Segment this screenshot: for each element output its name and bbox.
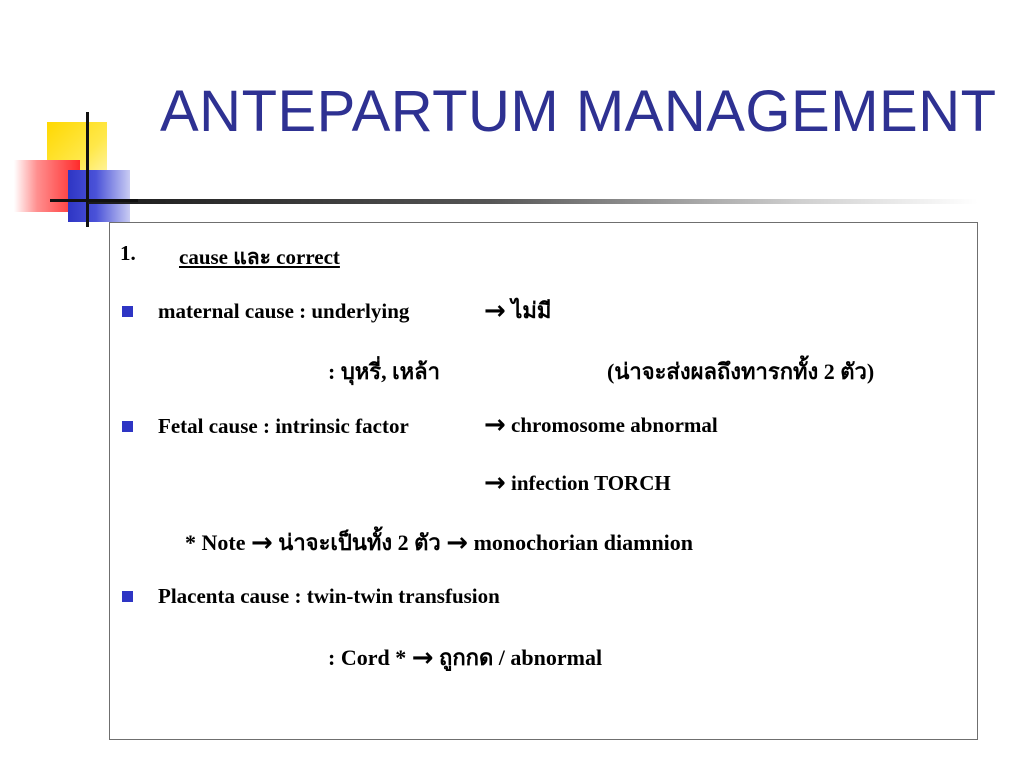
fetal-arrow-line bbox=[484, 410, 718, 440]
maternal-sub-right: (น่าจะส่งผลถึงทารกทั้ง 2 ตัว) bbox=[607, 359, 875, 384]
arrow-right-icon: → bbox=[446, 528, 469, 558]
cord-line bbox=[328, 640, 602, 675]
arrow-right-icon: → bbox=[250, 528, 273, 558]
logo-vertical-line bbox=[86, 112, 89, 227]
bullet-marker-square bbox=[122, 306, 133, 317]
fetal-sub-line bbox=[484, 468, 671, 498]
logo-horizontal-line bbox=[50, 199, 138, 202]
note-line bbox=[185, 525, 693, 560]
arrow-right-icon: → bbox=[411, 643, 434, 673]
arrow-right-icon: → bbox=[484, 296, 506, 326]
fetal-sub-result: infection TORCH bbox=[511, 471, 671, 495]
logo-blue-square bbox=[68, 170, 130, 222]
fetal-result: chromosome abnormal bbox=[511, 413, 718, 437]
bullet-marker-square bbox=[122, 591, 133, 602]
arrow-right-icon: → bbox=[484, 468, 506, 498]
note-prefix: * Note bbox=[185, 530, 246, 555]
bullet-placenta-text: Placenta cause : twin-twin transfusion bbox=[158, 584, 500, 608]
bullet-maternal-text: maternal cause : underlying bbox=[158, 299, 410, 323]
note-end: monochorian diamnion bbox=[473, 530, 694, 555]
bullet-fetal-text: Fetal cause : intrinsic factor bbox=[158, 414, 409, 438]
maternal-sub-left: : บุหรี่, เหล้า bbox=[328, 359, 440, 384]
note-middle: น่าจะเป็นทั้ง 2 ตัว bbox=[278, 530, 441, 555]
bullet-placenta-cause bbox=[158, 584, 500, 609]
maternal-result: ไม่มี bbox=[511, 298, 552, 323]
arrow-right-icon: → bbox=[484, 410, 506, 440]
heading-text: cause และ correct bbox=[179, 245, 340, 269]
cord-prefix: : Cord * bbox=[328, 645, 407, 670]
bullet-fetal-cause bbox=[158, 414, 409, 439]
title-underline-rule bbox=[88, 199, 978, 204]
cord-result: ถูกกด / abnormal bbox=[439, 645, 603, 670]
bullet-marker-square bbox=[122, 421, 133, 432]
heading-number: 1. bbox=[120, 241, 136, 265]
bullet-maternal-cause bbox=[158, 299, 409, 324]
maternal-arrow-line bbox=[484, 293, 551, 328]
slide-title: ANTEPARTUM MANAGEMENT bbox=[160, 79, 997, 144]
